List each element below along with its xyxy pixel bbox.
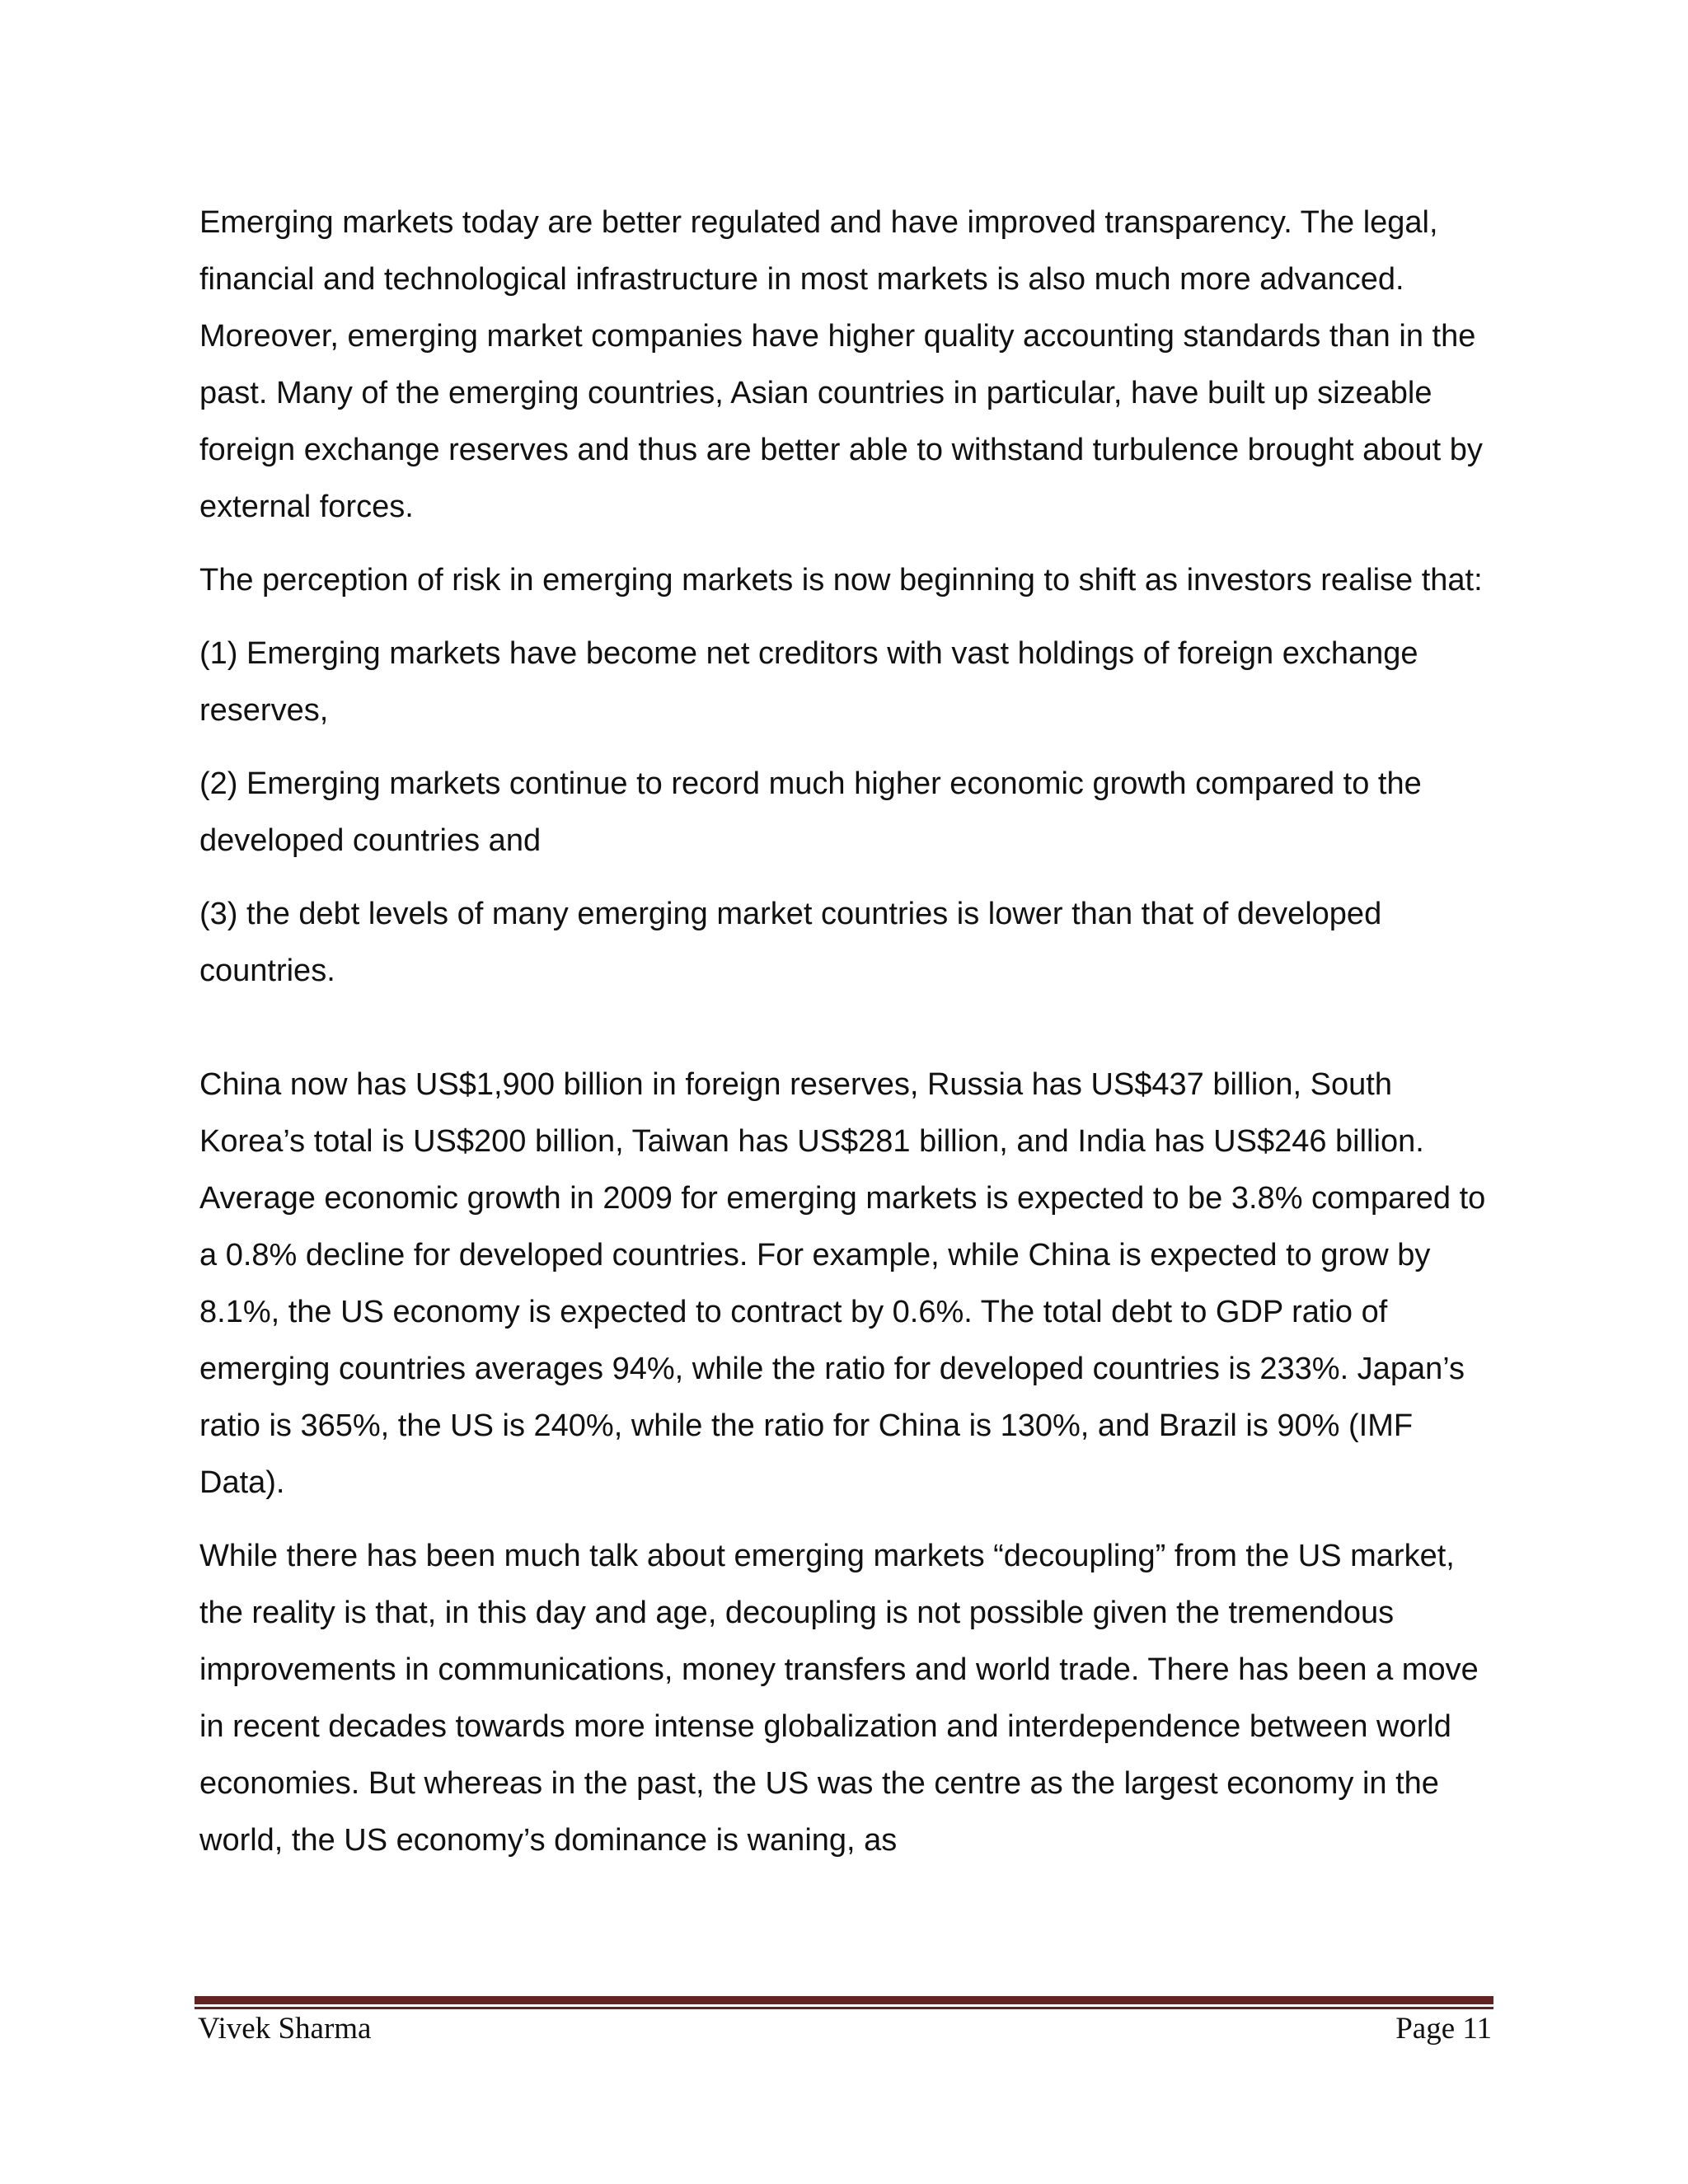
list-item-net-creditors: (1) Emerging markets have become net creditors with vast holdings of foreign exchange reserves, — [199, 636, 1418, 728]
page-footer — [198, 2011, 1492, 2052]
paragraph-regulation: Emerging markets today are better regulated and have improved transparency. The legal, financial and technological infrastructure in most markets is also much more advanced. Moreover, emerging market companies have higher quality accounting standards than in the past. Many of the emerging countries, Asian countries in particular, have built up sizeable foreign exchange reserves and thus are better able to withstand turbulence brought about by external forces. — [199, 205, 1483, 524]
footer-rule-thick — [195, 1996, 1493, 2004]
footer-author: Vivek Sharma — [198, 2012, 372, 2046]
body-text — [199, 194, 1498, 1886]
paragraph-reserves-data: China now has US$1,900 billion in foreign reserves, Russia has US$437 billion, South Korea’s total is US$200 billion, Taiwan has US$281 billion, and India has US$246 billion. Average economic growth in 2009 for emerging markets is expected to be 3.8% compared to a 0.8% decline for developed countries. For example, while China is expected to grow by 8.1%, the US economy is expected to contract by 0.6%. The total debt to GDP ratio of emerging countries averages 94%, while the ratio for developed countries is 233%. Japan’s ratio is 365%, the US is 240%, while the ratio for China is 130%, and Brazil is 90% (IMF Data). — [199, 1067, 1486, 1500]
footer-rule-thin — [195, 2007, 1493, 2009]
paragraph-risk-perception: The perception of risk in emerging markets is now beginning to shift as investors realise that: — [199, 563, 1483, 598]
footer-page-number: Page 11 — [1395, 2012, 1492, 2046]
paragraph-decoupling: While there has been much talk about emerging markets “decoupling” from the US market, the reality is that, in this day and age, decoupling is not possible given the tremendous improvements in communications, money transfers and world trade. There has been a move in recent decades towards more intense globalization and interdependence between world economies. But whereas in the past, the US was the centre as the largest economy in the world, the US economy’s dominance is waning, as — [199, 1539, 1479, 1858]
list-item-growth: (2) Emerging markets continue to record much higher economic growth compared to the developed countries and — [199, 766, 1422, 858]
list-item-debt-levels: (3) the debt levels of many emerging market countries is lower than that of developed countries. — [199, 897, 1382, 988]
